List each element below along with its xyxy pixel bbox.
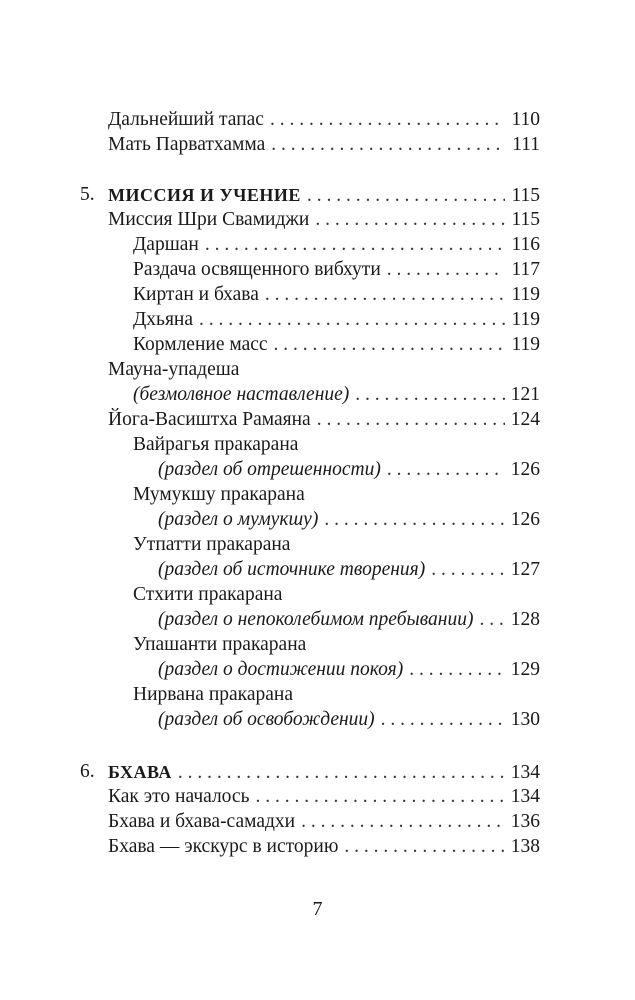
toc-entry-subtitle: (раздел об отрешенности) (158, 459, 381, 480)
toc-entry-title: Нирвана пракарана (133, 684, 294, 705)
toc-leader-dots (205, 231, 506, 259)
toc-leader-dots (274, 331, 506, 359)
toc-leader-dots (387, 456, 505, 484)
toc-entry (108, 833, 540, 861)
toc-entry-subtitle: (раздел о непоколебимом пребывании) (158, 609, 474, 630)
toc-entry (133, 331, 540, 359)
toc-entry-page: 134 (510, 762, 540, 783)
toc-entry-page: 115 (511, 209, 540, 230)
chapter-number: 6. (80, 761, 95, 782)
toc-chapter-entry (108, 758, 540, 786)
toc-leader-dots (317, 406, 505, 434)
toc-leader-dots (409, 656, 505, 684)
toc-entry-title: Бхава и бхава-самадхи (108, 811, 296, 832)
toc-entry-page: 116 (511, 234, 540, 255)
toc-entry-page: 126 (510, 459, 540, 480)
toc-entry (158, 656, 540, 684)
toc-entry-heading (133, 431, 540, 459)
toc-leader-dots (301, 808, 505, 836)
toc-entry (108, 131, 540, 159)
toc-entry (108, 106, 540, 134)
toc-entry-page: 130 (510, 709, 540, 730)
toc-entry-heading (133, 631, 540, 659)
toc-entry-subtitle: (раздел об источнике творения) (158, 559, 426, 580)
toc-entry (158, 606, 540, 634)
page-number: 7 (312, 898, 323, 920)
toc-entry-page: 124 (510, 409, 540, 430)
toc-entry-title: Кормление масс (133, 334, 268, 355)
toc-entry (108, 406, 540, 434)
toc-entry-title: Дальнейший тапас (108, 109, 264, 130)
toc-entry (158, 706, 540, 734)
toc-entry (133, 256, 540, 284)
toc-entry-page: 119 (511, 309, 540, 330)
toc-entry-heading (108, 356, 540, 384)
toc-entry-title: Мумукшу пракарана (133, 484, 305, 505)
toc-entry-page: 127 (510, 559, 540, 580)
toc-entry-title: Упашанти пракарана (133, 634, 307, 655)
toc-leader-dots (324, 506, 504, 534)
toc-entry-page: 136 (510, 811, 540, 832)
toc-entry-title: Как это началось (108, 786, 250, 807)
toc-entry-heading (133, 531, 540, 559)
toc-chapter-entry (108, 181, 540, 209)
toc-entry-heading (133, 481, 540, 509)
toc-entry-title: Даршан (133, 234, 199, 255)
toc-entry-title: Дхьяна (133, 309, 194, 330)
toc-entry-subtitle: (раздел о достижении покоя) (158, 659, 404, 680)
toc-entry-title: Мауна-упадеша (108, 359, 240, 380)
toc-entry-title: Раздача освященного вибхути (133, 259, 381, 280)
toc-entry-title: БХАВА (108, 762, 172, 782)
toc-entry (133, 231, 540, 259)
toc-leader-dots (344, 833, 504, 861)
toc-entry-page: 119 (511, 334, 540, 355)
toc-leader-dots (431, 556, 505, 584)
toc-entry-title: МИССИЯ И УЧЕНИЕ (108, 185, 301, 205)
toc-entry-title: Стхити пракарана (133, 584, 283, 605)
toc-entry-title: Мать Парватхамма (108, 134, 266, 155)
toc-entry-page: 121 (510, 384, 540, 405)
toc-entry-page: 111 (512, 134, 540, 155)
toc-entry-page: 129 (510, 659, 540, 680)
toc-entry (133, 281, 540, 309)
toc-entry-title: Киртан и бхава (133, 284, 259, 305)
chapter-number: 5. (80, 184, 95, 205)
toc-entry-page: 138 (510, 836, 540, 857)
toc-leader-dots (315, 206, 505, 234)
toc-leader-dots (270, 106, 506, 134)
toc-entry (133, 306, 540, 334)
toc-entry (108, 808, 540, 836)
toc-leader-dots (199, 306, 505, 334)
toc-entry (158, 456, 540, 484)
toc-leader-dots (381, 706, 505, 734)
toc-leader-dots (271, 131, 506, 159)
toc-entry-title: Йога-Васиштха Рамаяна (108, 409, 311, 430)
toc-entry-heading (133, 681, 540, 709)
toc-entry-page: 119 (511, 284, 540, 305)
toc-entry-page: 117 (511, 259, 540, 280)
toc-entry-subtitle: (раздел о мумукшу) (158, 509, 319, 530)
toc-leader-dots (355, 381, 504, 409)
toc-entry-subtitle: (безмолвное наставление) (133, 384, 350, 405)
toc-entry (133, 381, 540, 409)
toc-entry (158, 556, 540, 584)
toc-leader-dots (479, 606, 504, 634)
toc-leader-dots (387, 256, 506, 284)
toc-entry (108, 206, 540, 234)
toc-entry-title: Бхава — экскурс в историю (108, 836, 339, 857)
toc-entry-subtitle: (раздел об освобождении) (158, 709, 375, 730)
toc-entry-heading (133, 581, 540, 609)
toc-entry-title: Утпатти пракарана (133, 534, 291, 555)
toc-entry-title: Миссия Шри Свамиджи (108, 209, 310, 230)
toc-entry-title: Вайрагья пракарана (133, 434, 299, 455)
toc-leader-dots (255, 783, 504, 811)
toc-entry (158, 506, 540, 534)
toc-entry-page: 128 (510, 609, 540, 630)
toc-entry-page: 110 (511, 109, 540, 130)
toc-entry (108, 783, 540, 811)
toc-entry-page: 126 (510, 509, 540, 530)
toc-leader-dots (265, 281, 506, 309)
toc-entry-page: 115 (511, 185, 540, 206)
toc-entry-page: 134 (510, 786, 540, 807)
